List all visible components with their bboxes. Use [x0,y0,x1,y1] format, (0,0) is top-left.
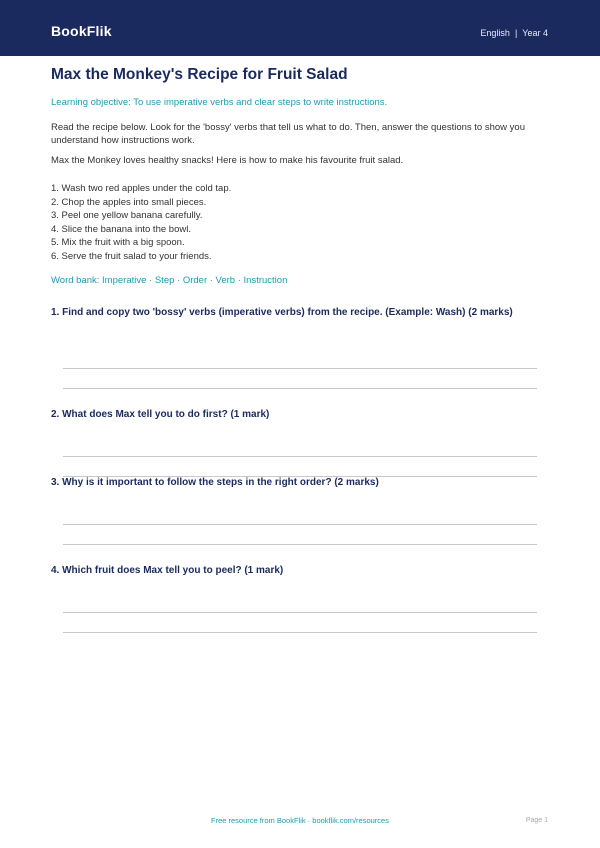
recipe-step: 6. Serve the fruit salad to your friends. [51,250,212,262]
recipe-step: 5. Mix the fruit with a big spoon. [51,237,185,249]
brand-logo: BookFlik [51,23,112,39]
answer-line-4a[interactable] [63,612,537,613]
page-title: Max the Monkey's Recipe for Fruit Salad [51,66,348,83]
subject-label: English [480,28,510,38]
recipe-steps [51,182,231,264]
meta-separator: | [514,28,518,38]
footer-credit: Free resource from BookFlik · bookflik.com/resources [211,816,389,825]
word-bank: Word bank: Imperative · Step · Order · Verb · Instruction [51,275,288,286]
answer-line-4b[interactable] [63,632,537,633]
story-text: Max the Monkey loves healthy snacks! Here is how to make his favourite fruit salad. [51,155,404,166]
question-2: 2. What does Max tell you to do first? (1 mark) [51,409,270,420]
year-label: Year 4 [522,28,548,38]
recipe-step: 2. Chop the apples into small pieces. [51,196,207,208]
header-meta [480,28,548,38]
answer-line-2a[interactable] [63,456,537,457]
answer-line-3b[interactable] [63,544,537,545]
question-1: 1. Find and copy two 'bossy' verbs (imperative verbs) from the recipe. (Example: Wash) (2 marks) [51,307,513,318]
answer-line-3a[interactable] [63,524,537,525]
page-number: Page 1 [525,817,548,824]
recipe-step: 4. Slice the banana into the bowl. [51,223,191,235]
recipe-step: 1. Wash two red apples under the cold tap. [51,183,232,194]
answer-line-1b[interactable] [63,388,537,389]
question-4: 4. Which fruit does Max tell you to peel? (1 mark) [51,565,284,576]
learning-objective: Learning objective: To use imperative verbs and clear steps to write instructions. [51,97,388,108]
answer-line-1a[interactable] [63,368,537,369]
question-3: 3. Why is it important to follow the steps in the right order? (2 marks) [51,477,379,488]
header-bar [0,0,600,56]
recipe-step: 3. Peel one yellow banana carefully. [51,210,203,222]
intro-text: Read the recipe below. Look for the 'bossy' verbs that tell us what to do. Then, answer the questions to show you understand how instructions work. [51,122,525,146]
